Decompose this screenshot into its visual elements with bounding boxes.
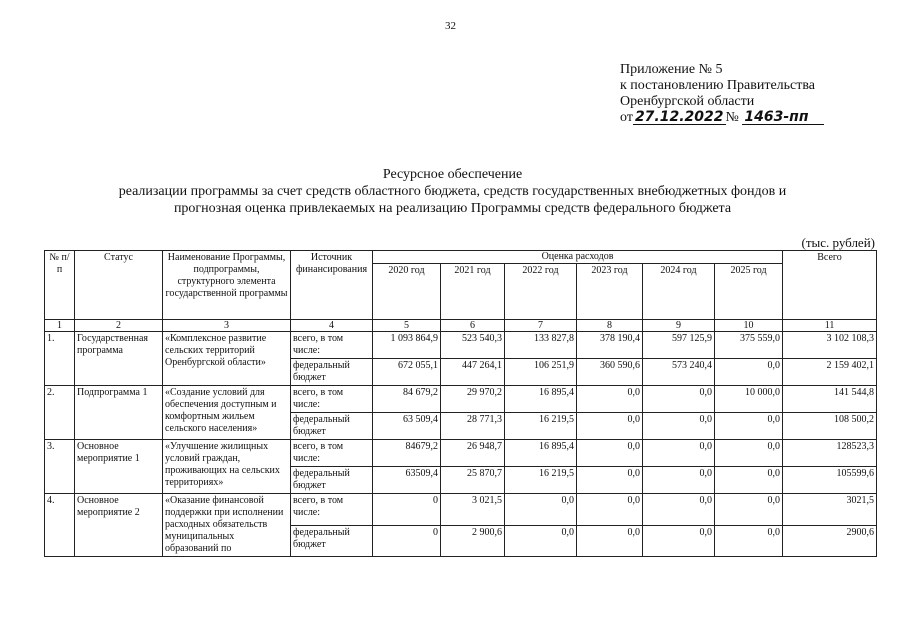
value-cell: 0,0 <box>643 525 715 557</box>
value-cell: 447 264,1 <box>441 359 505 386</box>
value-cell: 16 895,4 <box>505 440 577 467</box>
column-number: 10 <box>715 320 783 332</box>
header-year: 2024 год <box>643 264 715 320</box>
header-year: 2025 год <box>715 264 783 320</box>
value-cell: 597 125,9 <box>643 332 715 359</box>
header-name: Наименование Программы, подпрограммы, структурного элемента государственной программы <box>163 251 291 320</box>
document-title <box>0 166 905 217</box>
header-source: Источник финансирования <box>291 251 373 320</box>
appendix-date-line <box>620 110 824 126</box>
row-status: Основное мероприятие 1 <box>75 440 163 494</box>
row-source: всего, в том числе: <box>291 440 373 467</box>
title-line-3: прогнозная оценка привлекаемых на реализацию Программы средств федерального бюджета <box>173 201 732 216</box>
row-num: 2. <box>45 386 75 440</box>
value-cell: 10 000,0 <box>715 386 783 413</box>
value-cell: 63509,4 <box>373 467 441 494</box>
value-cell: 84 679,2 <box>373 386 441 413</box>
header-status: Статус <box>75 251 163 320</box>
header-estimate: Оценка расходов <box>373 251 783 264</box>
resource-table <box>44 250 877 557</box>
value-cell: 0,0 <box>715 467 783 494</box>
row-status: Основное мероприятие 2 <box>75 494 163 557</box>
number-prefix: № <box>725 110 739 125</box>
row-name: «Комплексное развитие сельских территорий Оренбургской области» <box>163 332 291 386</box>
value-cell: 0,0 <box>577 440 643 467</box>
value-cell: 0,0 <box>577 386 643 413</box>
appendix-decree-line: к постановлению Правительства <box>620 78 816 93</box>
title-line-2: реализации программы за счет средств областного бюджета, средств государственных внебюджетных фондов и <box>118 184 787 199</box>
value-cell: 106 251,9 <box>505 359 577 386</box>
units-label: (тыс. рублей) <box>801 235 875 250</box>
value-cell: 0,0 <box>643 386 715 413</box>
value-cell: 0,0 <box>505 525 577 557</box>
value-cell: 360 590,6 <box>577 359 643 386</box>
value-cell: 0,0 <box>643 440 715 467</box>
value-cell: 0,0 <box>577 525 643 557</box>
total-cell: 128523,3 <box>783 440 877 467</box>
column-number: 5 <box>373 320 441 332</box>
row-name: «Создание условий для обеспечения доступным и комфортным жильем сельского населения» <box>163 386 291 440</box>
table-row <box>45 386 877 413</box>
column-number: 4 <box>291 320 373 332</box>
value-cell: 0,0 <box>643 413 715 440</box>
value-cell: 0,0 <box>505 494 577 526</box>
value-cell: 573 240,4 <box>643 359 715 386</box>
value-cell: 0,0 <box>577 467 643 494</box>
value-cell: 0,0 <box>643 494 715 526</box>
table-row <box>45 440 877 467</box>
value-cell: 16 219,5 <box>505 467 577 494</box>
row-source: всего, в том числе: <box>291 494 373 526</box>
appendix-block <box>620 62 824 126</box>
value-cell: 1 093 864,9 <box>373 332 441 359</box>
value-cell: 0,0 <box>715 525 783 557</box>
value-cell: 375 559,0 <box>715 332 783 359</box>
handwritten-date: 27.12.2022 <box>634 109 724 125</box>
value-cell: 29 970,2 <box>441 386 505 413</box>
header-year: 2023 год <box>577 264 643 320</box>
total-cell: 3 102 108,3 <box>783 332 877 359</box>
header-year: 2021 год <box>441 264 505 320</box>
total-cell: 105599,6 <box>783 467 877 494</box>
total-cell: 141 544,8 <box>783 386 877 413</box>
row-source: всего, в том числе: <box>291 332 373 359</box>
column-number: 1 <box>45 320 75 332</box>
header-year: 2020 год <box>373 264 441 320</box>
table-row <box>45 494 877 526</box>
column-number: 3 <box>163 320 291 332</box>
page-number: 32 <box>445 20 456 32</box>
appendix-title: Приложение № 5 <box>620 62 723 77</box>
value-cell: 672 055,1 <box>373 359 441 386</box>
value-cell: 26 948,7 <box>441 440 505 467</box>
value-cell: 0 <box>373 494 441 526</box>
row-status: Государственная программа <box>75 332 163 386</box>
header-total: Всего <box>783 251 877 320</box>
value-cell: 2 900,6 <box>441 525 505 557</box>
row-name: «Улучшение жилищных условий граждан, проживающих на сельских территориях» <box>163 440 291 494</box>
value-cell: 0 <box>373 525 441 557</box>
row-num: 1. <box>45 332 75 386</box>
value-cell: 0,0 <box>577 413 643 440</box>
column-number: 8 <box>577 320 643 332</box>
value-cell: 523 540,3 <box>441 332 505 359</box>
value-cell: 16 219,5 <box>505 413 577 440</box>
value-cell: 25 870,7 <box>441 467 505 494</box>
total-cell: 3021,5 <box>783 494 877 526</box>
row-name: «Оказание финансовой поддержки при исполнении расходных обязательств муниципальных образований по <box>163 494 291 557</box>
row-source: федеральный бюджет <box>291 413 373 440</box>
column-number: 11 <box>783 320 877 332</box>
value-cell: 0,0 <box>715 359 783 386</box>
value-cell: 378 190,4 <box>577 332 643 359</box>
row-source: федеральный бюджет <box>291 359 373 386</box>
column-number-row <box>45 320 877 332</box>
header-num: № п/п <box>45 251 75 320</box>
date-prefix: от <box>620 110 633 125</box>
column-number: 9 <box>643 320 715 332</box>
value-cell: 28 771,3 <box>441 413 505 440</box>
row-num: 3. <box>45 440 75 494</box>
handwritten-number: 1463-пп <box>742 110 824 125</box>
value-cell: 63 509,4 <box>373 413 441 440</box>
row-source: федеральный бюджет <box>291 525 373 557</box>
value-cell: 0,0 <box>715 413 783 440</box>
table-row <box>45 332 877 359</box>
value-cell: 84679,2 <box>373 440 441 467</box>
value-cell: 0,0 <box>577 494 643 526</box>
value-cell: 0,0 <box>643 467 715 494</box>
title-line-1: Ресурсное обеспечение <box>382 167 523 182</box>
value-cell: 133 827,8 <box>505 332 577 359</box>
row-source: всего, в том числе: <box>291 386 373 413</box>
value-cell: 16 895,4 <box>505 386 577 413</box>
row-status: Подпрограмма 1 <box>75 386 163 440</box>
total-cell: 108 500,2 <box>783 413 877 440</box>
header-year: 2022 год <box>505 264 577 320</box>
column-number: 7 <box>505 320 577 332</box>
row-num: 4. <box>45 494 75 557</box>
value-cell: 0,0 <box>715 440 783 467</box>
total-cell: 2900,6 <box>783 525 877 557</box>
total-cell: 2 159 402,1 <box>783 359 877 386</box>
column-number: 2 <box>75 320 163 332</box>
value-cell: 0,0 <box>715 494 783 526</box>
column-number: 6 <box>441 320 505 332</box>
row-source: федеральный бюджет <box>291 467 373 494</box>
value-cell: 3 021,5 <box>441 494 505 526</box>
appendix-region-line: Оренбургской области <box>620 94 755 109</box>
